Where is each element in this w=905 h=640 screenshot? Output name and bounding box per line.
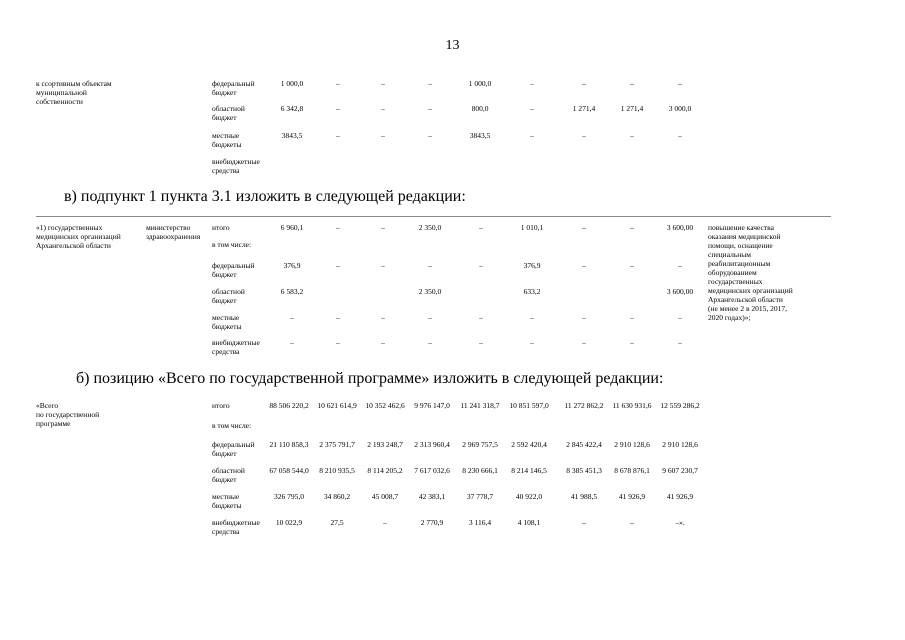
heading-b: б) позицию «Всего по государственной программе» изложить в следующей редакции: bbox=[76, 370, 664, 387]
table-cell: 3843,5 bbox=[469, 131, 491, 140]
table-cell: – bbox=[428, 131, 432, 140]
source-label: местные бюджеты bbox=[212, 492, 242, 510]
table-cell: – bbox=[630, 223, 634, 232]
table-cell: – bbox=[582, 131, 586, 140]
table-cell: – bbox=[630, 261, 634, 270]
table-cell: – bbox=[530, 338, 534, 347]
table-cell: – bbox=[530, 104, 534, 113]
table-cell: 10 352 462,6 bbox=[365, 401, 405, 410]
table-cell: 41 926,9 bbox=[666, 492, 694, 501]
table-cell: – bbox=[381, 223, 385, 232]
table-cell: 9 976 147,0 bbox=[414, 401, 450, 410]
table-cell: – bbox=[582, 338, 586, 347]
table-cell: 2 193 248,7 bbox=[367, 440, 403, 449]
executor-label: министерство здравоохранения bbox=[146, 223, 201, 241]
table-cell: – bbox=[428, 338, 432, 347]
row-group-label: к ссортивным объектам муниципальной собственности bbox=[36, 79, 112, 106]
table-cell: 2 969 757,5 bbox=[462, 440, 498, 449]
table-top-rule bbox=[36, 216, 831, 217]
table-cell: – bbox=[582, 261, 586, 270]
table-cell: – bbox=[428, 79, 432, 88]
table-cell: 8 214 146,5 bbox=[511, 466, 547, 475]
table-cell: 2 910 128,6 bbox=[662, 440, 698, 449]
source-label: внебюджетные средства bbox=[212, 157, 260, 175]
table-cell: 8 114 205,2 bbox=[367, 466, 403, 475]
table-cell: 21 110 858,3 bbox=[269, 440, 309, 449]
table-cell: 3 000,0 bbox=[668, 104, 692, 113]
table-cell: 10 621 614,9 bbox=[317, 401, 357, 410]
table-cell: – bbox=[630, 338, 634, 347]
table-cell: – bbox=[530, 131, 534, 140]
source-label: федеральный бюджет bbox=[212, 261, 255, 279]
table-cell: 37 778,7 bbox=[466, 492, 494, 501]
table-cell: 376,9 bbox=[283, 261, 301, 270]
source-label: федеральный бюджет bbox=[212, 440, 255, 458]
source-label: местные бюджеты bbox=[212, 131, 242, 149]
table-cell: 9 607 230,7 bbox=[662, 466, 698, 475]
table-cell: 1 010,1 bbox=[520, 223, 544, 232]
table-cell: 2 845 422,4 bbox=[566, 440, 602, 449]
table-cell: 8 230 666,1 bbox=[462, 466, 498, 475]
heading-v: в) подпункт 1 пункта 3.1 изложить в следующей редакции: bbox=[64, 188, 466, 205]
table-cell: 34 860,2 bbox=[323, 492, 351, 501]
source-label: местные бюджеты bbox=[212, 313, 242, 331]
table-cell: – bbox=[336, 338, 340, 347]
table-cell: 6 960,1 bbox=[280, 223, 304, 232]
table-cell: 41 988,5 bbox=[570, 492, 598, 501]
table-cell: – bbox=[678, 338, 682, 347]
table-cell: 6 342,8 bbox=[280, 104, 304, 113]
table-cell: – bbox=[381, 131, 385, 140]
table-cell: – bbox=[582, 223, 586, 232]
table-cell: – bbox=[381, 104, 385, 113]
table-cell: – bbox=[336, 104, 340, 113]
table-cell: – bbox=[383, 518, 387, 527]
source-label: областной бюджет bbox=[212, 104, 245, 122]
table-cell: – bbox=[582, 313, 586, 322]
table-cell: 67 058 544,0 bbox=[269, 466, 309, 475]
table-cell: 4 108,1 bbox=[517, 518, 541, 527]
table-cell: – bbox=[381, 338, 385, 347]
table-cell: – bbox=[336, 261, 340, 270]
table-cell: – bbox=[479, 223, 483, 232]
table-cell: 12 559 286,2 bbox=[660, 401, 700, 410]
source-label: областной бюджет bbox=[212, 287, 245, 305]
source-label: федеральный бюджет bbox=[212, 79, 255, 97]
table-cell: – bbox=[678, 261, 682, 270]
table-cell: – bbox=[336, 131, 340, 140]
table-cell: – bbox=[630, 131, 634, 140]
table-cell: – bbox=[582, 518, 586, 527]
table-cell: 3843,5 bbox=[281, 131, 303, 140]
table-cell: 45 008,7 bbox=[371, 492, 399, 501]
table-cell: 11 272 862,2 bbox=[564, 401, 604, 410]
table-cell: – bbox=[582, 79, 586, 88]
table-cell: 3 116,4 bbox=[468, 518, 492, 527]
table-cell: 326 795,0 bbox=[274, 492, 304, 501]
table-cell: 2 313 960,4 bbox=[414, 440, 450, 449]
table-cell: 1 271,4 bbox=[572, 104, 596, 113]
source-label: в том числе: bbox=[212, 240, 252, 249]
table-cell: – bbox=[479, 261, 483, 270]
table-cell: 2 770,9 bbox=[420, 518, 444, 527]
table-cell: –». bbox=[675, 518, 685, 527]
table-cell: 10 022,9 bbox=[275, 518, 303, 527]
table-cell: – bbox=[530, 313, 534, 322]
result-note: повышение качества оказания медицинской помощи, оснащение специальным реабилитационным оборудованием государственных медицинских организаций Архангельской области (не менее 2 в 2015, 2017, 2020 годах)»; bbox=[708, 223, 793, 322]
table-cell: 2 350,0 bbox=[418, 223, 442, 232]
table-cell: – bbox=[336, 313, 340, 322]
table-cell: 6 583,2 bbox=[280, 287, 304, 296]
table-cell: 10 851 597,0 bbox=[509, 401, 549, 410]
table-cell: – bbox=[630, 518, 634, 527]
table-cell: 633,2 bbox=[523, 287, 541, 296]
table-cell: 376,9 bbox=[523, 261, 541, 270]
table-cell: – bbox=[630, 313, 634, 322]
table-cell: 2 375 791,7 bbox=[319, 440, 355, 449]
row-group-label: «1) государственных медицинских организаций Архангельской области bbox=[36, 223, 121, 250]
table-cell: 2 592 420,4 bbox=[511, 440, 547, 449]
table-cell: 1 271,4 bbox=[620, 104, 644, 113]
table-cell: 42 383,1 bbox=[418, 492, 446, 501]
table-cell: 8 210 935,5 bbox=[319, 466, 355, 475]
table-cell: – bbox=[428, 313, 432, 322]
table-cell: 3 600,00 bbox=[666, 287, 694, 296]
source-label: внебюджетные средства bbox=[212, 338, 260, 356]
table-cell: 8 385 451,3 bbox=[566, 466, 602, 475]
table-cell: 88 506 220,2 bbox=[269, 401, 309, 410]
table-cell: – bbox=[428, 261, 432, 270]
table-cell: – bbox=[290, 338, 294, 347]
table-cell: – bbox=[630, 79, 634, 88]
source-label: внебюджетные средства bbox=[212, 518, 260, 536]
table-cell: 8 678 876,1 bbox=[614, 466, 650, 475]
source-label: итого bbox=[212, 223, 230, 232]
table-cell: – bbox=[428, 104, 432, 113]
page-number: 13 bbox=[445, 38, 460, 53]
table-cell: – bbox=[336, 79, 340, 88]
table-cell: – bbox=[678, 79, 682, 88]
table-cell: 40 922,0 bbox=[515, 492, 543, 501]
table-cell: 1 000,0 bbox=[280, 79, 304, 88]
table-cell: – bbox=[290, 313, 294, 322]
table-cell: – bbox=[479, 313, 483, 322]
table-cell: 27,5 bbox=[330, 518, 344, 527]
table-cell: 800,0 bbox=[471, 104, 489, 113]
table-cell: 41 926,9 bbox=[618, 492, 646, 501]
table-cell: – bbox=[381, 313, 385, 322]
table-cell: 1 000,0 bbox=[468, 79, 492, 88]
row-group-label: «Всего по государственной программе bbox=[36, 401, 100, 428]
table-cell: 11 630 931,6 bbox=[612, 401, 652, 410]
table-cell: – bbox=[381, 79, 385, 88]
table-cell: 7 617 032,6 bbox=[414, 466, 450, 475]
source-label: областной бюджет bbox=[212, 466, 245, 484]
table-cell: 2 350,0 bbox=[418, 287, 442, 296]
table-cell: – bbox=[530, 79, 534, 88]
table-cell: 2 910 128,6 bbox=[614, 440, 650, 449]
table-cell: – bbox=[381, 261, 385, 270]
table-cell: 3 600,00 bbox=[666, 223, 694, 232]
source-label: итого bbox=[212, 401, 230, 410]
table-cell: – bbox=[479, 338, 483, 347]
table-cell: – bbox=[678, 131, 682, 140]
table-cell: – bbox=[678, 313, 682, 322]
table-cell: – bbox=[336, 223, 340, 232]
table-cell: 11 241 318,7 bbox=[460, 401, 500, 410]
source-label: в том числе: bbox=[212, 421, 252, 430]
